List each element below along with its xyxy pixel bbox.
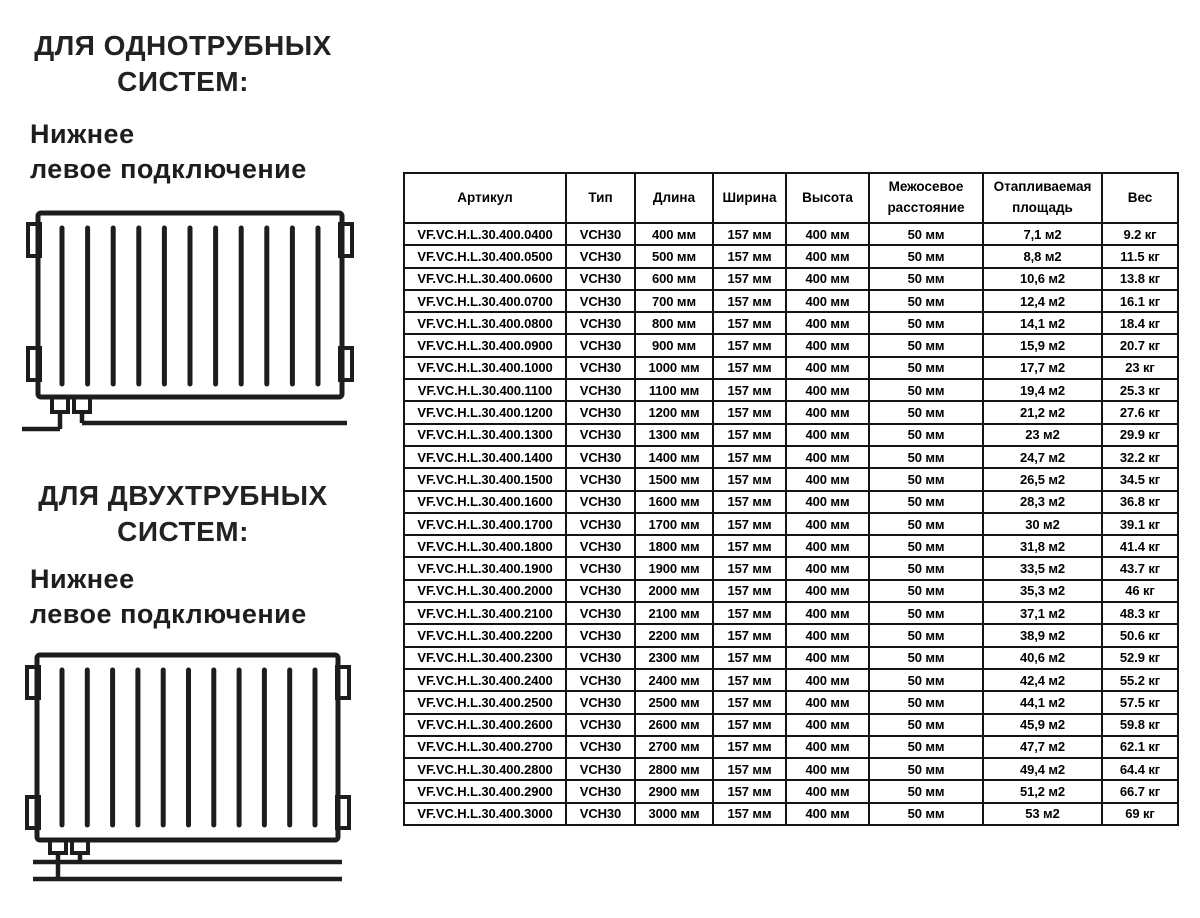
cell-height: 400 мм (786, 379, 869, 401)
cell-height: 400 мм (786, 290, 869, 312)
table-row (404, 379, 1178, 401)
cell-article: VF.VC.H.L.30.400.1000 (404, 357, 566, 379)
table-row (404, 334, 1178, 356)
cell-width: 157 мм (713, 379, 786, 401)
cell-length: 2100 мм (635, 602, 713, 624)
cell-width: 157 мм (713, 290, 786, 312)
cell-heated-area: 15,9 м2 (983, 334, 1102, 356)
cell-weight: 50.6 кг (1102, 624, 1178, 646)
cell-width: 157 мм (713, 268, 786, 290)
table-row (404, 647, 1178, 669)
cell-length: 1100 мм (635, 379, 713, 401)
cell-article: VF.VC.H.L.30.400.0800 (404, 312, 566, 334)
cell-width: 157 мм (713, 468, 786, 490)
cell-article: VF.VC.H.L.30.400.2200 (404, 624, 566, 646)
cell-article: VF.VC.H.L.30.400.2100 (404, 602, 566, 624)
cell-axle-distance: 50 мм (869, 535, 983, 557)
cell-axle-distance: 50 мм (869, 513, 983, 535)
cell-heated-area: 53 м2 (983, 803, 1102, 825)
cell-length: 900 мм (635, 334, 713, 356)
cell-article: VF.VC.H.L.30.400.0900 (404, 334, 566, 356)
cell-height: 400 мм (786, 513, 869, 535)
cell-article: VF.VC.H.L.30.400.2900 (404, 780, 566, 802)
cell-weight: 25.3 кг (1102, 379, 1178, 401)
table-row (404, 245, 1178, 267)
cell-weight: 32.2 кг (1102, 446, 1178, 468)
radiator-fins (62, 670, 315, 825)
cell-type: VCH30 (566, 312, 635, 334)
cell-height: 400 мм (786, 803, 869, 825)
connection-label-single-pipe (30, 117, 307, 187)
cell-heated-area: 21,2 м2 (983, 401, 1102, 423)
cell-weight: 48.3 кг (1102, 602, 1178, 624)
cell-axle-distance: 50 мм (869, 468, 983, 490)
cell-height: 400 мм (786, 268, 869, 290)
col-header-width: Ширина (713, 173, 786, 223)
table-row (404, 424, 1178, 446)
table-row (404, 446, 1178, 468)
cell-height: 400 мм (786, 736, 869, 758)
cell-axle-distance: 50 мм (869, 557, 983, 579)
table-row (404, 714, 1178, 736)
cell-type: VCH30 (566, 714, 635, 736)
cell-type: VCH30 (566, 424, 635, 446)
cell-article: VF.VC.H.L.30.400.2800 (404, 758, 566, 780)
cell-height: 400 мм (786, 468, 869, 490)
cell-axle-distance: 50 мм (869, 624, 983, 646)
table-row (404, 513, 1178, 535)
cell-type: VCH30 (566, 803, 635, 825)
cell-article: VF.VC.H.L.30.400.1900 (404, 557, 566, 579)
cell-axle-distance: 50 мм (869, 580, 983, 602)
cell-width: 157 мм (713, 535, 786, 557)
cell-length: 2500 мм (635, 691, 713, 713)
cell-width: 157 мм (713, 357, 786, 379)
cell-height: 400 мм (786, 424, 869, 446)
cell-article: VF.VC.H.L.30.400.0500 (404, 245, 566, 267)
table-row (404, 223, 1178, 245)
table-row (404, 758, 1178, 780)
cell-length: 400 мм (635, 223, 713, 245)
cell-weight: 43.7 кг (1102, 557, 1178, 579)
cell-axle-distance: 50 мм (869, 401, 983, 423)
cell-heated-area: 47,7 м2 (983, 736, 1102, 758)
table-row (404, 535, 1178, 557)
cell-article: VF.VC.H.L.30.400.0400 (404, 223, 566, 245)
cell-weight: 13.8 кг (1102, 268, 1178, 290)
cell-weight: 52.9 кг (1102, 647, 1178, 669)
cell-heated-area: 45,9 м2 (983, 714, 1102, 736)
table-row (404, 468, 1178, 490)
cell-width: 157 мм (713, 491, 786, 513)
connection-label-two-pipe (30, 562, 307, 632)
cell-type: VCH30 (566, 647, 635, 669)
cell-heated-area: 26,5 м2 (983, 468, 1102, 490)
cell-type: VCH30 (566, 691, 635, 713)
cell-width: 157 мм (713, 624, 786, 646)
col-header-heated-area: Отапливаемая площадь (983, 173, 1102, 223)
radiator-diagram-two-pipe (20, 650, 360, 890)
cell-article: VF.VC.H.L.30.400.3000 (404, 803, 566, 825)
cell-height: 400 мм (786, 401, 869, 423)
cell-heated-area: 17,7 м2 (983, 357, 1102, 379)
cell-axle-distance: 50 мм (869, 714, 983, 736)
cell-axle-distance: 50 мм (869, 758, 983, 780)
cell-heated-area: 8,8 м2 (983, 245, 1102, 267)
cell-width: 157 мм (713, 245, 786, 267)
cell-heated-area: 44,1 м2 (983, 691, 1102, 713)
table-row (404, 580, 1178, 602)
header-row (404, 173, 1178, 223)
cell-weight: 64.4 кг (1102, 758, 1178, 780)
cell-heated-area: 51,2 м2 (983, 780, 1102, 802)
cell-height: 400 мм (786, 334, 869, 356)
cell-heated-area: 23 м2 (983, 424, 1102, 446)
cell-article: VF.VC.H.L.30.400.0600 (404, 268, 566, 290)
cell-width: 157 мм (713, 424, 786, 446)
cell-article: VF.VC.H.L.30.400.2700 (404, 736, 566, 758)
cell-heated-area: 12,4 м2 (983, 290, 1102, 312)
cell-axle-distance: 50 мм (869, 357, 983, 379)
cell-height: 400 мм (786, 714, 869, 736)
cell-article: VF.VC.H.L.30.400.1500 (404, 468, 566, 490)
cell-heated-area: 40,6 м2 (983, 647, 1102, 669)
cell-length: 2900 мм (635, 780, 713, 802)
cell-weight: 9.2 кг (1102, 223, 1178, 245)
cell-article: VF.VC.H.L.30.400.0700 (404, 290, 566, 312)
cell-height: 400 мм (786, 357, 869, 379)
cell-article: VF.VC.H.L.30.400.1300 (404, 424, 566, 446)
table-row (404, 312, 1178, 334)
cell-length: 2600 мм (635, 714, 713, 736)
cell-axle-distance: 50 мм (869, 691, 983, 713)
table-row (404, 557, 1178, 579)
cell-length: 800 мм (635, 312, 713, 334)
col-header-article: Артикул (404, 173, 566, 223)
cell-type: VCH30 (566, 245, 635, 267)
table-row (404, 602, 1178, 624)
cell-width: 157 мм (713, 446, 786, 468)
pipe-lines (22, 412, 347, 429)
cell-axle-distance: 50 мм (869, 803, 983, 825)
col-header-weight: Вес (1102, 173, 1178, 223)
cell-length: 2400 мм (635, 669, 713, 691)
cell-height: 400 мм (786, 535, 869, 557)
cell-height: 400 мм (786, 647, 869, 669)
section-title-line1: ДЛЯ ДВУХТРУБНЫХ (38, 480, 328, 511)
cell-width: 157 мм (713, 223, 786, 245)
cell-axle-distance: 50 мм (869, 780, 983, 802)
connection-label-line1: Нижнее (30, 119, 135, 149)
cell-axle-distance: 50 мм (869, 290, 983, 312)
cell-height: 400 мм (786, 780, 869, 802)
cell-height: 400 мм (786, 446, 869, 468)
cell-type: VCH30 (566, 557, 635, 579)
cell-axle-distance: 50 мм (869, 602, 983, 624)
section-title-line2: СИСТЕМ: (117, 516, 249, 547)
cell-length: 600 мм (635, 268, 713, 290)
cell-axle-distance: 50 мм (869, 334, 983, 356)
cell-article: VF.VC.H.L.30.400.2300 (404, 647, 566, 669)
connection-label-line2: левое подключение (30, 154, 307, 184)
cell-heated-area: 28,3 м2 (983, 491, 1102, 513)
cell-axle-distance: 50 мм (869, 223, 983, 245)
cell-type: VCH30 (566, 268, 635, 290)
cell-type: VCH30 (566, 357, 635, 379)
cell-height: 400 мм (786, 691, 869, 713)
cell-type: VCH30 (566, 290, 635, 312)
cell-weight: 27.6 кг (1102, 401, 1178, 423)
radiator-fins (62, 228, 318, 384)
section-title-line1: ДЛЯ ОДНОТРУБНЫХ (34, 30, 332, 61)
cell-width: 157 мм (713, 803, 786, 825)
cell-height: 400 мм (786, 245, 869, 267)
cell-article: VF.VC.H.L.30.400.2000 (404, 580, 566, 602)
cell-axle-distance: 50 мм (869, 736, 983, 758)
section-title-line2: СИСТЕМ: (117, 66, 249, 97)
cell-type: VCH30 (566, 223, 635, 245)
cell-width: 157 мм (713, 312, 786, 334)
table-row (404, 669, 1178, 691)
cell-article: VF.VC.H.L.30.400.1600 (404, 491, 566, 513)
cell-axle-distance: 50 мм (869, 268, 983, 290)
cell-type: VCH30 (566, 491, 635, 513)
cell-height: 400 мм (786, 758, 869, 780)
cell-width: 157 мм (713, 580, 786, 602)
cell-type: VCH30 (566, 379, 635, 401)
cell-length: 2200 мм (635, 624, 713, 646)
table-row (404, 491, 1178, 513)
cell-length: 1600 мм (635, 491, 713, 513)
cell-width: 157 мм (713, 780, 786, 802)
cell-height: 400 мм (786, 624, 869, 646)
cell-width: 157 мм (713, 602, 786, 624)
cell-width: 157 мм (713, 714, 786, 736)
table-row (404, 290, 1178, 312)
cell-heated-area: 35,3 м2 (983, 580, 1102, 602)
cell-height: 400 мм (786, 557, 869, 579)
cell-type: VCH30 (566, 446, 635, 468)
cell-heated-area: 10,6 м2 (983, 268, 1102, 290)
cell-axle-distance: 50 мм (869, 669, 983, 691)
cell-weight: 57.5 кг (1102, 691, 1178, 713)
cell-length: 2000 мм (635, 580, 713, 602)
cell-weight: 18.4 кг (1102, 312, 1178, 334)
cell-heated-area: 38,9 м2 (983, 624, 1102, 646)
cell-type: VCH30 (566, 669, 635, 691)
cell-heated-area: 31,8 м2 (983, 535, 1102, 557)
cell-length: 1500 мм (635, 468, 713, 490)
cell-weight: 39.1 кг (1102, 513, 1178, 535)
table-row (404, 736, 1178, 758)
table-row (404, 780, 1178, 802)
col-header-height: Высота (786, 173, 869, 223)
cell-width: 157 мм (713, 647, 786, 669)
cell-weight: 69 кг (1102, 803, 1178, 825)
connection-label-line1: Нижнее (30, 564, 135, 594)
cell-weight: 46 кг (1102, 580, 1178, 602)
cell-height: 400 мм (786, 223, 869, 245)
pipe-lines (33, 853, 342, 879)
cell-height: 400 мм (786, 580, 869, 602)
cell-type: VCH30 (566, 758, 635, 780)
cell-axle-distance: 50 мм (869, 312, 983, 334)
cell-length: 1200 мм (635, 401, 713, 423)
cell-weight: 59.8 кг (1102, 714, 1178, 736)
cell-length: 2300 мм (635, 647, 713, 669)
cell-heated-area: 19,4 м2 (983, 379, 1102, 401)
cell-width: 157 мм (713, 669, 786, 691)
cell-heated-area: 7,1 м2 (983, 223, 1102, 245)
cell-weight: 36.8 кг (1102, 491, 1178, 513)
table-row (404, 268, 1178, 290)
cell-weight: 11.5 кг (1102, 245, 1178, 267)
cell-width: 157 мм (713, 758, 786, 780)
cell-width: 157 мм (713, 401, 786, 423)
spec-table-body (404, 223, 1178, 825)
cell-length: 3000 мм (635, 803, 713, 825)
cell-length: 1300 мм (635, 424, 713, 446)
cell-article: VF.VC.H.L.30.400.2500 (404, 691, 566, 713)
connection-label-line2: левое подключение (30, 599, 307, 629)
cell-length: 700 мм (635, 290, 713, 312)
cell-length: 1800 мм (635, 535, 713, 557)
cell-heated-area: 42,4 м2 (983, 669, 1102, 691)
cell-length: 1900 мм (635, 557, 713, 579)
cell-height: 400 мм (786, 602, 869, 624)
cell-weight: 34.5 кг (1102, 468, 1178, 490)
table-row (404, 803, 1178, 825)
section-title-single-pipe (18, 28, 348, 100)
cell-weight: 62.1 кг (1102, 736, 1178, 758)
cell-article: VF.VC.H.L.30.400.2600 (404, 714, 566, 736)
cell-axle-distance: 50 мм (869, 446, 983, 468)
cell-axle-distance: 50 мм (869, 647, 983, 669)
cell-weight: 41.4 кг (1102, 535, 1178, 557)
cell-type: VCH30 (566, 334, 635, 356)
cell-article: VF.VC.H.L.30.400.1400 (404, 446, 566, 468)
cell-width: 157 мм (713, 557, 786, 579)
table-row (404, 357, 1178, 379)
cell-weight: 23 кг (1102, 357, 1178, 379)
cell-axle-distance: 50 мм (869, 379, 983, 401)
cell-length: 500 мм (635, 245, 713, 267)
cell-heated-area: 49,4 м2 (983, 758, 1102, 780)
cell-length: 2800 мм (635, 758, 713, 780)
col-header-type: Тип (566, 173, 635, 223)
cell-width: 157 мм (713, 334, 786, 356)
radiator-diagram-single-pipe (20, 208, 372, 436)
cell-type: VCH30 (566, 602, 635, 624)
cell-length: 2700 мм (635, 736, 713, 758)
cell-width: 157 мм (713, 691, 786, 713)
cell-type: VCH30 (566, 535, 635, 557)
table-row (404, 691, 1178, 713)
col-header-axle-distance: Межосевое расстояние (869, 173, 983, 223)
cell-heated-area: 14,1 м2 (983, 312, 1102, 334)
table-row (404, 624, 1178, 646)
cell-height: 400 мм (786, 312, 869, 334)
cell-type: VCH30 (566, 513, 635, 535)
cell-type: VCH30 (566, 468, 635, 490)
cell-weight: 20.7 кг (1102, 334, 1178, 356)
cell-weight: 16.1 кг (1102, 290, 1178, 312)
cell-article: VF.VC.H.L.30.400.1800 (404, 535, 566, 557)
cell-article: VF.VC.H.L.30.400.1200 (404, 401, 566, 423)
spec-table (403, 172, 1179, 826)
cell-axle-distance: 50 мм (869, 491, 983, 513)
cell-type: VCH30 (566, 580, 635, 602)
cell-width: 157 мм (713, 736, 786, 758)
cell-length: 1000 мм (635, 357, 713, 379)
section-title-two-pipe (18, 478, 348, 550)
table-row (404, 401, 1178, 423)
cell-heated-area: 24,7 м2 (983, 446, 1102, 468)
cell-length: 1700 мм (635, 513, 713, 535)
cell-heated-area: 30 м2 (983, 513, 1102, 535)
cell-heated-area: 33,5 м2 (983, 557, 1102, 579)
col-header-length: Длина (635, 173, 713, 223)
cell-article: VF.VC.H.L.30.400.2400 (404, 669, 566, 691)
cell-axle-distance: 50 мм (869, 424, 983, 446)
cell-article: VF.VC.H.L.30.400.1100 (404, 379, 566, 401)
cell-weight: 55.2 кг (1102, 669, 1178, 691)
cell-heated-area: 37,1 м2 (983, 602, 1102, 624)
cell-type: VCH30 (566, 624, 635, 646)
cell-height: 400 мм (786, 669, 869, 691)
cell-width: 157 мм (713, 513, 786, 535)
cell-type: VCH30 (566, 401, 635, 423)
cell-height: 400 мм (786, 491, 869, 513)
cell-type: VCH30 (566, 736, 635, 758)
cell-weight: 66.7 кг (1102, 780, 1178, 802)
cell-axle-distance: 50 мм (869, 245, 983, 267)
cell-type: VCH30 (566, 780, 635, 802)
cell-length: 1400 мм (635, 446, 713, 468)
cell-weight: 29.9 кг (1102, 424, 1178, 446)
cell-article: VF.VC.H.L.30.400.1700 (404, 513, 566, 535)
